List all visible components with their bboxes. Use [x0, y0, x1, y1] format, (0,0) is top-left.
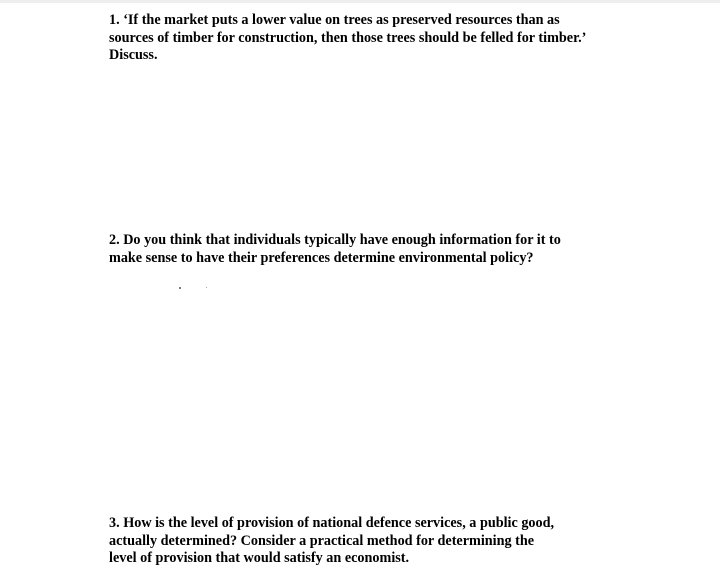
scan-speck — [206, 287, 207, 288]
question-1-line-3: Discuss. — [109, 47, 158, 63]
scan-speck — [179, 287, 181, 289]
question-1-line-1: 1. ‘If the market puts a lower value on trees as preserved resources than as — [109, 12, 560, 28]
question-2 — [109, 232, 619, 267]
question-3-line-1: 3. How is the level of provision of national defence services, a public good, — [109, 515, 555, 531]
question-3-line-3: level of provision that would satisfy an economist. — [109, 550, 410, 566]
question-1 — [109, 12, 619, 65]
question-3 — [109, 515, 619, 568]
page-top-edge — [0, 0, 720, 3]
question-3-line-2: actually determined? Consider a practical method for determining the — [109, 532, 535, 549]
question-2-line-2: make sense to have their preferences determine environmental policy? — [109, 249, 534, 266]
question-1-line-2: sources of timber for construction, then those trees should be felled for timber.’ — [109, 29, 587, 46]
question-2-line-1: 2. Do you think that individuals typically have enough information for it to — [109, 232, 561, 248]
